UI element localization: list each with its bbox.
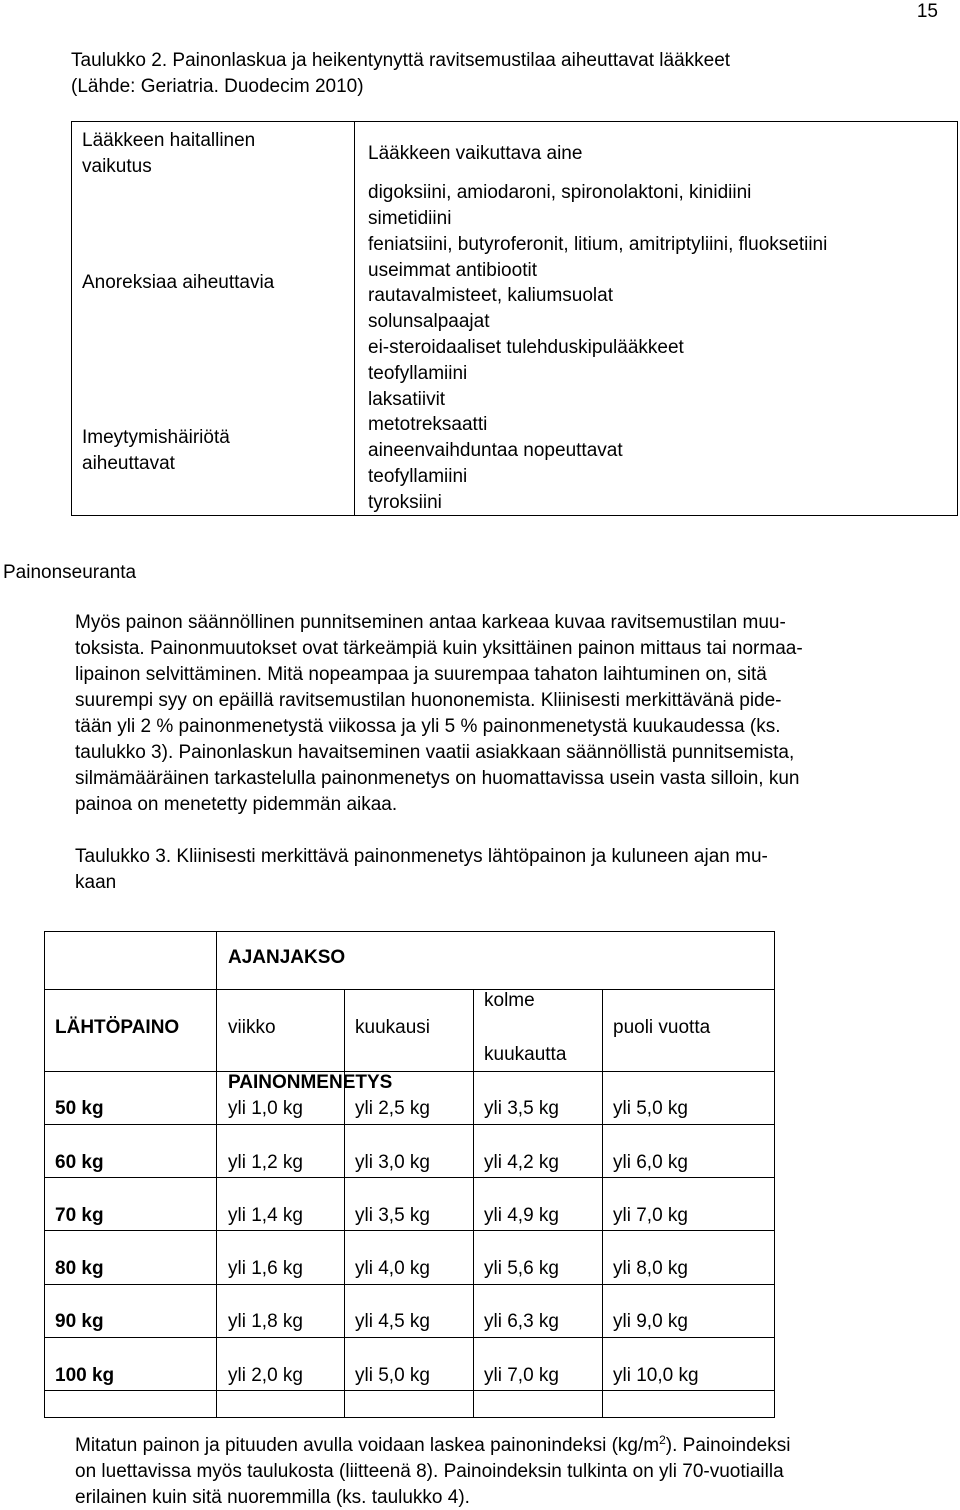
table3-cell-weight: 90 kg [55, 1311, 104, 1332]
table2-substance: simetidiini [368, 208, 452, 229]
table2-header-left-line-2: vaikutus [82, 156, 152, 177]
superscript-two: 2 [659, 1433, 666, 1447]
table3-cell: yli 3,0 kg [355, 1152, 430, 1173]
paragraph1-line: silmämääräinen tarkastelulla painonmenetys on huomattavissa usein vasta silloin, kun [75, 768, 800, 789]
table2-row-absorption-label-line-1: Imeytymishäiriötä [82, 427, 230, 448]
table3-caption-line-1: Taulukko 3. Kliinisesti merkittävä painonmenetys lähtöpainon ja kuluneen ajan mu- [75, 846, 768, 867]
table3-cell: yli 5,6 kg [484, 1258, 559, 1279]
paragraph2-line-2: on luettavissa myös taulukosta (liitteenä 8). Painoindeksin tulkinta on yli 70-vuotiailla [75, 1461, 784, 1482]
paragraph1-line: Myös painon säännöllinen punnitseminen antaa karkeaa kuvaa ravitsemustilan muu- [75, 612, 786, 633]
table2-substance: digoksiini, amiodaroni, spironolaktoni, kinidiini [368, 182, 752, 203]
table2-substance: laksatiivit [368, 389, 446, 410]
table3-period-header: AJANJAKSO [228, 947, 346, 968]
table3-cell: yli 9,0 kg [613, 1311, 688, 1332]
table3-cell: yli 10,0 kg [613, 1365, 699, 1386]
table3-cell: yli 5,0 kg [355, 1365, 430, 1386]
table3-rule [44, 1230, 775, 1231]
table3-cell: yli 4,5 kg [355, 1311, 430, 1332]
paragraph2-line-1-text: Mitatun painon ja pituuden avulla voidaan laskea painonindeksi (kg/m [75, 1435, 660, 1456]
page-number: 15 [916, 1, 938, 22]
table3-cell: yli 3,5 kg [484, 1098, 559, 1119]
table2-header-right: Lääkkeen vaikuttava aine [368, 143, 583, 164]
table2-column-divider [354, 121, 355, 516]
paragraph1-line: toksista. Painonmuutokset ovat tärkeämpiä kuin yksittäinen painon mittaus tai normaa- [75, 638, 803, 659]
table3-border [44, 931, 775, 932]
table2-substance: useimmat antibiootit [368, 260, 537, 281]
table3-border [44, 931, 45, 1418]
table2-caption-line-1: Taulukko 2. Painonlaskua ja heikentynyttä ravitsemustilaa aiheuttavat lääkkeet [71, 50, 731, 71]
table3-rule [44, 1337, 775, 1338]
table3-column-rule [344, 989, 345, 1417]
table3-column-month: kuukausi [355, 1017, 430, 1038]
table3-cell-weight: 70 kg [55, 1205, 104, 1226]
table2-substance: teofyllamiini [368, 466, 468, 487]
table3-column-week: viikko [228, 1017, 276, 1038]
paragraph1-line: taulukko 3). Painonlaskun havaitseminen vaatii asiakkaan säännöllistä punnitsemista, [75, 742, 795, 763]
table3-loss-header: PAINONMENETYS [228, 1072, 393, 1093]
table3-cell: yli 1,4 kg [228, 1205, 303, 1226]
table3-cell: yli 6,0 kg [613, 1152, 688, 1173]
table2-substance: solunsalpaajat [368, 311, 490, 332]
table3-cell: yli 4,0 kg [355, 1258, 430, 1279]
section-heading: Painonseuranta [3, 562, 137, 583]
table3-rule [44, 989, 775, 990]
table3-column-rule [216, 931, 217, 1417]
table3-border [774, 931, 775, 1418]
table2-header-left-line-1: Lääkkeen haitallinen [82, 130, 256, 151]
table3-column-rule [473, 989, 474, 1417]
table2-substance: teofyllamiini [368, 363, 468, 384]
table3-cell: yli 1,2 kg [228, 1152, 303, 1173]
table2-caption-line-2: (Lähde: Geriatria. Duodecim 2010) [71, 76, 364, 97]
table3-cell: yli 7,0 kg [484, 1365, 559, 1386]
table3-cell: yli 1,6 kg [228, 1258, 303, 1279]
table3-cell: yli 4,2 kg [484, 1152, 559, 1173]
table3-cell: yli 6,3 kg [484, 1311, 559, 1332]
table3-cell: yli 1,0 kg [228, 1098, 303, 1119]
table3-rule [44, 1071, 775, 1072]
table3-rule [44, 1177, 775, 1178]
paragraph1-line: tään yli 2 % painonmenetystä viikossa ja yli 5 % painonmenetystä kuukaudessa (ks. [75, 716, 781, 737]
paragraph2-line-3: erilainen kuin sitä nuoremmilla (ks. taulukko 4). [75, 1487, 470, 1508]
table3-cell: yli 5,0 kg [613, 1098, 688, 1119]
table3-border [44, 1417, 775, 1418]
table3-cell: yli 4,9 kg [484, 1205, 559, 1226]
table2-substance: ei-steroidaaliset tulehduskipulääkkeet [368, 337, 684, 358]
table2-row-anorexia-label: Anoreksiaa aiheuttavia [82, 272, 275, 293]
table3-cell-weight: 80 kg [55, 1258, 104, 1279]
table3-column-half-year: puoli vuotta [613, 1017, 711, 1038]
table3-start-weight-header: LÄHTÖPAINO [55, 1017, 180, 1038]
table2-substance: feniatsiini, butyroferonit, litium, amitriptyliini, fluoksetiini [368, 234, 828, 255]
table2-substance: aineenvaihduntaa nopeuttavat [368, 440, 623, 461]
table3-cell-weight: 100 kg [55, 1365, 115, 1386]
paragraph2-line-1-text-end: ). Painoindeksi [665, 1435, 791, 1456]
table2-row-absorption-label-line-2: aiheuttavat [82, 453, 175, 474]
paragraph1-line: lipainon selvittäminen. Mitä nopeampaa ja suurempaa tahaton laihtuminen on, sitä [75, 664, 767, 685]
table3-caption-line-2: kaan [75, 872, 117, 893]
table3-cell: yli 8,0 kg [613, 1258, 688, 1279]
table3-rule [44, 1390, 775, 1391]
table2-substance: rautavalmisteet, kaliumsuolat [368, 285, 613, 306]
table3-column-months: kuukautta [484, 1044, 567, 1065]
table3-cell: yli 3,5 kg [355, 1205, 430, 1226]
paragraph1-line: suurempi syy on epäillä ravitsemustilan huononemista. Kliinisesti merkittävänä pide- [75, 690, 782, 711]
table3-cell: yli 2,5 kg [355, 1098, 430, 1119]
table2-substance: metotreksaatti [368, 414, 488, 435]
table3-cell-weight: 60 kg [55, 1152, 104, 1173]
paragraph2-line-1 [75, 1433, 790, 1459]
table2-substance: tyroksiini [368, 492, 442, 513]
table3-column-three: kolme [484, 990, 535, 1011]
table3-cell: yli 2,0 kg [228, 1365, 303, 1386]
table3-column-rule [602, 989, 603, 1417]
table3-cell: yli 1,8 kg [228, 1311, 303, 1332]
paragraph1-line: painoa on menetetty pidemmän aikaa. [75, 794, 398, 815]
table3-cell: yli 7,0 kg [613, 1205, 688, 1226]
table3-rule [44, 1284, 775, 1285]
table3-cell-weight: 50 kg [55, 1098, 104, 1119]
table3-rule [44, 1124, 775, 1125]
